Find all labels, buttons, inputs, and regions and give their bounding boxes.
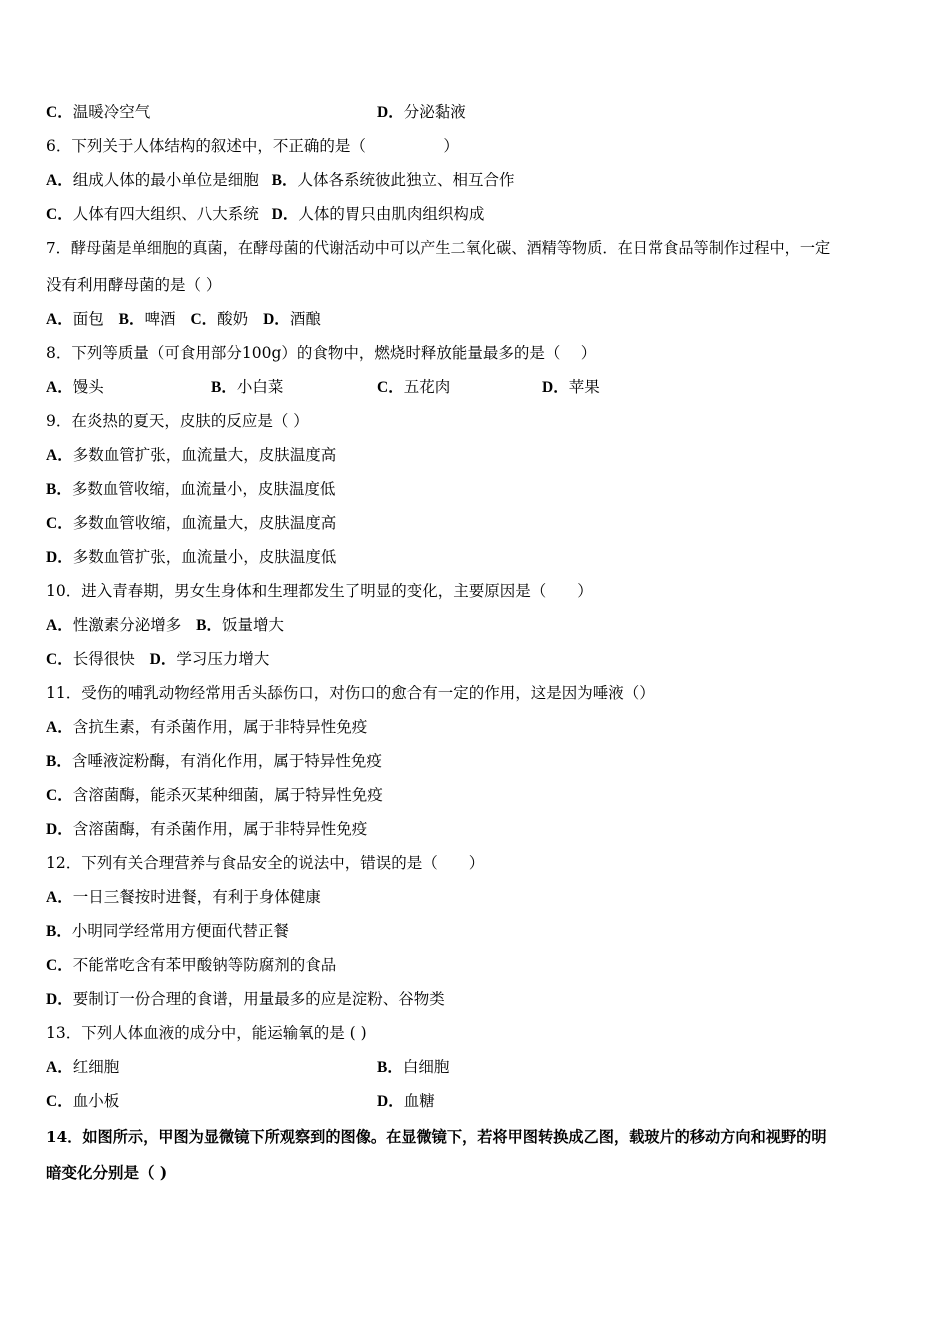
q8-stem: 8．下列等质量（可食用部分100g）的食物中，燃烧时释放能量最多的是（ ） bbox=[46, 344, 597, 362]
q12-option-b-text: 小明同学经常用方便面代替正餐 bbox=[71, 922, 289, 940]
q11-option-b bbox=[46, 751, 382, 772]
q13-option-a bbox=[46, 1057, 119, 1078]
q5-option-c-text: 温暖冷空气 bbox=[72, 103, 151, 121]
q12-option-b-label: B． bbox=[46, 923, 72, 940]
q9-option-c-label: C． bbox=[46, 515, 73, 532]
q6-option-d-text: 人体的胃只由肌肉组织构成 bbox=[298, 205, 485, 223]
q13-option-d-label: D． bbox=[377, 1093, 404, 1110]
q12-option-a bbox=[46, 887, 321, 908]
q8-option-a-label: A． bbox=[46, 379, 73, 396]
q10-option-b-label: B． bbox=[196, 617, 222, 634]
q9-option-d bbox=[46, 547, 336, 568]
q7-stem-line2: 没有利用酵母菌的是（ ） bbox=[46, 276, 222, 294]
q6-option-a-text: 组成人体的最小单位是细胞 bbox=[72, 171, 259, 189]
q13-option-c bbox=[46, 1091, 119, 1112]
q10-option-d-text: 学习压力增大 bbox=[176, 650, 270, 668]
q8-option-b bbox=[211, 377, 283, 398]
q13-option-b-text: 白细胞 bbox=[402, 1058, 450, 1076]
q6-option-b-text: 人体各系统彼此独立、相互合作 bbox=[297, 171, 515, 189]
q10-option-c-label: C． bbox=[46, 651, 73, 668]
q8-option-c bbox=[377, 377, 450, 398]
q6-option-a-label: A． bbox=[46, 172, 73, 189]
q7-options bbox=[46, 309, 321, 330]
q11-option-a-label: A． bbox=[46, 719, 73, 736]
q10-option-a-label: A． bbox=[46, 617, 73, 634]
q5-option-d bbox=[377, 102, 466, 123]
q12-option-c-text: 不能常吃含有苯甲酸钠等防腐剂的食品 bbox=[72, 956, 337, 974]
q8-option-c-label: C． bbox=[377, 379, 404, 396]
q6-stem: 6．下列关于人体结构的叙述中，不正确的是（ ） bbox=[46, 137, 459, 155]
q11-option-c-text: 含溶菌酶，能杀灭某种细菌，属于特异性免疫 bbox=[72, 786, 383, 804]
q12-option-a-text: 一日三餐按时进餐，有利于身体健康 bbox=[72, 888, 321, 906]
q9-option-c bbox=[46, 513, 336, 534]
q5-option-d-label: D． bbox=[377, 104, 404, 121]
q10-stem: 10．进入青春期，男女生身体和生理都发生了明显的变化，主要原因是（ ） bbox=[46, 582, 593, 600]
q6-option-c-label: C． bbox=[46, 206, 73, 223]
q6-options-cd bbox=[46, 204, 484, 225]
q6-option-d-label: D． bbox=[271, 206, 299, 223]
q7-option-b-label: B． bbox=[118, 311, 145, 328]
q7-option-d-label: D． bbox=[263, 311, 290, 328]
q12-option-d-text: 要制订一份合理的食谱，用量最多的应是淀粉、谷物类 bbox=[72, 990, 445, 1008]
q13-stem: 13．下列人体血液的成分中，能运输氧的是 ( ) bbox=[46, 1024, 367, 1042]
q12-stem: 12．下列有关合理营养与食品安全的说法中，错误的是（ ） bbox=[46, 854, 485, 872]
q14-stem-line1: 14．如图所示，甲图为显微镜下所观察到的图像。在显微镜下，若将甲图转换成乙图，载玻片的移动方向和视野的明 bbox=[46, 1128, 827, 1146]
q7-option-b-text: 啤酒 bbox=[144, 310, 176, 328]
q12-option-d-label: D． bbox=[46, 991, 73, 1008]
q7-stem-line1: 7．酵母菌是单细胞的真菌，在酵母菌的代谢活动中可以产生二氧化碳、酒精等物质．在日常食品等制作过程中，一定 bbox=[46, 239, 831, 257]
q9-option-d-text: 多数血管扩张，血流量小，皮肤温度低 bbox=[72, 548, 337, 566]
q12-option-d bbox=[46, 989, 445, 1010]
q11-option-c bbox=[46, 785, 383, 806]
q8-option-a bbox=[46, 377, 104, 398]
q6-options-ab bbox=[46, 170, 515, 191]
q8-option-a-text: 馒头 bbox=[72, 378, 104, 396]
q7-option-c-label: C． bbox=[190, 311, 218, 328]
q9-stem: 9．在炎热的夏天，皮肤的反应是（ ） bbox=[46, 412, 309, 430]
q11-option-d-text: 含溶菌酶，有杀菌作用，属于非特异性免疫 bbox=[72, 820, 368, 838]
q6-option-c-text: 人体有四大组织、八大系统 bbox=[72, 205, 259, 223]
q14-stem-line2: 暗变化分别是（ ) bbox=[46, 1163, 168, 1182]
q7-option-a-text: 面包 bbox=[72, 310, 104, 328]
q9-option-b-text: 多数血管收缩，血流量小，皮肤温度低 bbox=[71, 480, 336, 498]
q9-option-d-label: D． bbox=[46, 549, 73, 566]
q11-option-b-label: B． bbox=[46, 753, 72, 770]
q6-option-b-label: B． bbox=[271, 172, 298, 189]
q8-option-c-text: 五花肉 bbox=[403, 378, 451, 396]
q13-option-b-label: B． bbox=[377, 1059, 403, 1076]
q11-option-a bbox=[46, 717, 367, 738]
q10-options-ab bbox=[46, 615, 284, 636]
q13-option-c-text: 血小板 bbox=[72, 1092, 120, 1110]
q8-option-b-label: B． bbox=[211, 379, 237, 396]
q9-option-a-text: 多数血管扩张，血流量大，皮肤温度高 bbox=[72, 446, 337, 464]
q12-option-b bbox=[46, 921, 289, 942]
q9-option-b-label: B． bbox=[46, 481, 72, 498]
q11-option-c-label: C． bbox=[46, 787, 73, 804]
q10-option-c-text: 长得很快 bbox=[72, 650, 135, 668]
q9-option-c-text: 多数血管收缩，血流量大，皮肤温度高 bbox=[72, 514, 337, 532]
q9-option-a bbox=[46, 445, 336, 466]
q11-option-a-text: 含抗生素，有杀菌作用，属于非特异性免疫 bbox=[72, 718, 368, 736]
q8-option-d bbox=[542, 377, 600, 398]
q13-option-d bbox=[377, 1091, 435, 1112]
q7-option-c-text: 酸奶 bbox=[217, 310, 249, 328]
q8-option-d-text: 苹果 bbox=[568, 378, 600, 396]
q5-option-d-text: 分泌黏液 bbox=[403, 103, 466, 121]
q12-option-c-label: C． bbox=[46, 957, 73, 974]
q11-stem: 11．受伤的哺乳动物经常用舌头舔伤口，对伤口的愈合有一定的作用，这是因为唾液（） bbox=[46, 684, 655, 702]
q13-option-a-label: A． bbox=[46, 1059, 73, 1076]
q8-option-d-label: D． bbox=[542, 379, 569, 396]
q5-option-c bbox=[46, 102, 150, 123]
q9-option-a-label: A． bbox=[46, 447, 73, 464]
q11-option-b-text: 含唾液淀粉酶，有消化作用，属于特异性免疫 bbox=[71, 752, 382, 770]
q10-option-b-text: 饭量增大 bbox=[222, 616, 285, 634]
q11-option-d-label: D． bbox=[46, 821, 73, 838]
q11-option-d bbox=[46, 819, 367, 840]
q7-option-d-text: 酒酿 bbox=[289, 310, 321, 328]
q8-option-b-text: 小白菜 bbox=[236, 378, 284, 396]
q10-option-a-text: 性激素分泌增多 bbox=[72, 616, 182, 634]
q10-options-cd bbox=[46, 649, 269, 670]
q12-option-c bbox=[46, 955, 336, 976]
q13-option-d-text: 血糖 bbox=[403, 1092, 435, 1110]
q13-option-b bbox=[377, 1057, 449, 1078]
q10-option-d-label: D． bbox=[149, 651, 177, 668]
q13-option-c-label: C． bbox=[46, 1093, 73, 1110]
q9-option-b bbox=[46, 479, 335, 500]
q7-option-a-label: A． bbox=[46, 311, 73, 328]
q12-option-a-label: A． bbox=[46, 889, 73, 906]
q13-option-a-text: 红细胞 bbox=[72, 1058, 120, 1076]
q5-option-c-label: C． bbox=[46, 104, 73, 121]
